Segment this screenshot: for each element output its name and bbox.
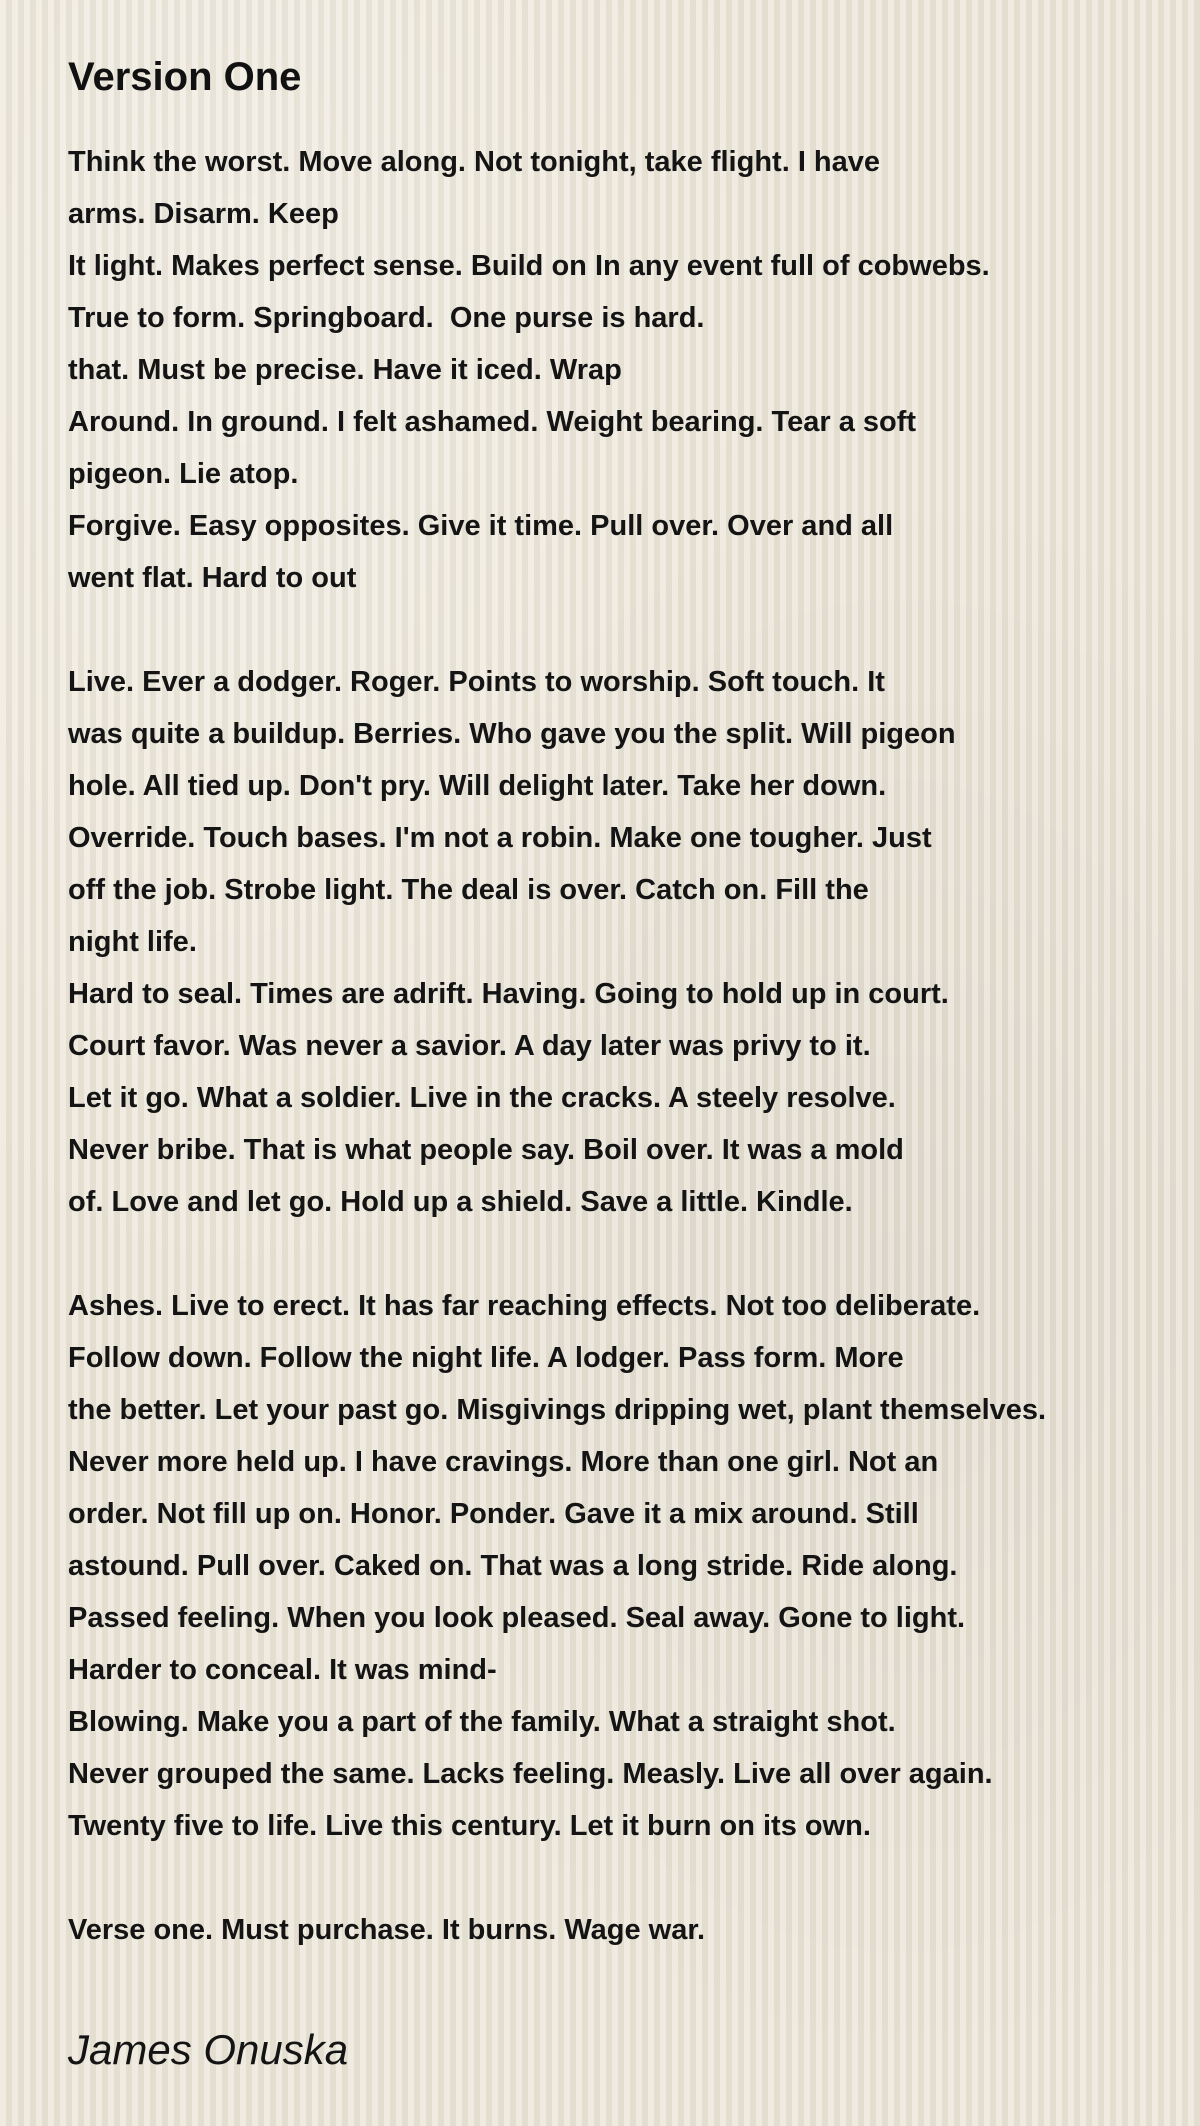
- poem-line: Let it go. What a soldier. Live in the cracks. A steely resolve.: [68, 1082, 896, 1114]
- poem-line: astound. Pull over. Caked on. That was a long stride. Ride along.: [68, 1550, 958, 1582]
- poem-title: Version One: [68, 55, 302, 99]
- poem-line: hole. All tied up. Don't pry. Will delight later. Take her down.: [68, 770, 887, 802]
- poem-line: Court favor. Was never a savior. A day later was privy to it.: [68, 1030, 871, 1062]
- poem-line: Blowing. Make you a part of the family. What a straight shot.: [68, 1706, 896, 1738]
- poem-line: Verse one. Must purchase. It burns. Wage war.: [68, 1914, 706, 1946]
- poem-line: Passed feeling. When you look pleased. Seal away. Gone to light.: [68, 1602, 966, 1634]
- poem-line: Never grouped the same. Lacks feeling. Measly. Live all over again.: [68, 1758, 993, 1790]
- poem-line: pigeon. Lie atop.: [68, 458, 299, 490]
- poem-line: Hard to seal. Times are adrift. Having. Going to hold up in court.: [68, 978, 949, 1010]
- poem-line: off the job. Strobe light. The deal is over. Catch on. Fill the: [68, 874, 869, 906]
- poem-author: James Onuska: [68, 2026, 349, 2073]
- poem-body: [68, 136, 1200, 1956]
- poem-line: It light. Makes perfect sense. Build on In any event full of cobwebs.: [68, 250, 990, 282]
- poem-line: order. Not fill up on. Honor. Ponder. Gave it a mix around. Still: [68, 1498, 919, 1530]
- stanza-4: [68, 1904, 1200, 1956]
- poem-line: Never more held up. I have cravings. More than one girl. Not an: [68, 1446, 939, 1478]
- poem-line: True to form. Springboard. One purse is hard.: [68, 302, 705, 334]
- stanza-2: [68, 656, 1200, 1228]
- poem-line: Twenty five to life. Live this century. Let it burn on its own.: [68, 1810, 871, 1842]
- stanza-1: [68, 136, 1200, 604]
- poem-line: Override. Touch bases. I'm not a robin. Make one tougher. Just: [68, 822, 932, 854]
- poem-line: that. Must be precise. Have it iced. Wrap: [68, 354, 622, 386]
- poem-line: Ashes. Live to erect. It has far reaching effects. Not too deliberate.: [68, 1290, 981, 1322]
- poem-line: arms. Disarm. Keep: [68, 198, 339, 230]
- poem-line: the better. Let your past go. Misgivings dripping wet, plant themselves.: [68, 1394, 1047, 1426]
- poem-line: Forgive. Easy opposites. Give it time. Pull over. Over and all: [68, 510, 894, 542]
- poem-line: was quite a buildup. Berries. Who gave you the split. Will pigeon: [68, 718, 956, 750]
- poem-line: Never bribe. That is what people say. Boil over. It was a mold: [68, 1134, 904, 1166]
- poem-line: Live. Ever a dodger. Roger. Points to worship. Soft touch. It: [68, 666, 885, 698]
- poem-line: Follow down. Follow the night life. A lodger. Pass form. More: [68, 1342, 904, 1374]
- poem-line: of. Love and let go. Hold up a shield. Save a little. Kindle.: [68, 1186, 853, 1218]
- poem-line: went flat. Hard to out: [68, 562, 357, 594]
- poem-line: Think the worst. Move along. Not tonight, take flight. I have: [68, 146, 881, 178]
- poem-line: night life.: [68, 926, 197, 958]
- poem-line: Around. In ground. I felt ashamed. Weight bearing. Tear a soft: [68, 406, 917, 438]
- stanza-3: [68, 1280, 1200, 1852]
- poem-line: Harder to conceal. It was mind-: [68, 1654, 497, 1686]
